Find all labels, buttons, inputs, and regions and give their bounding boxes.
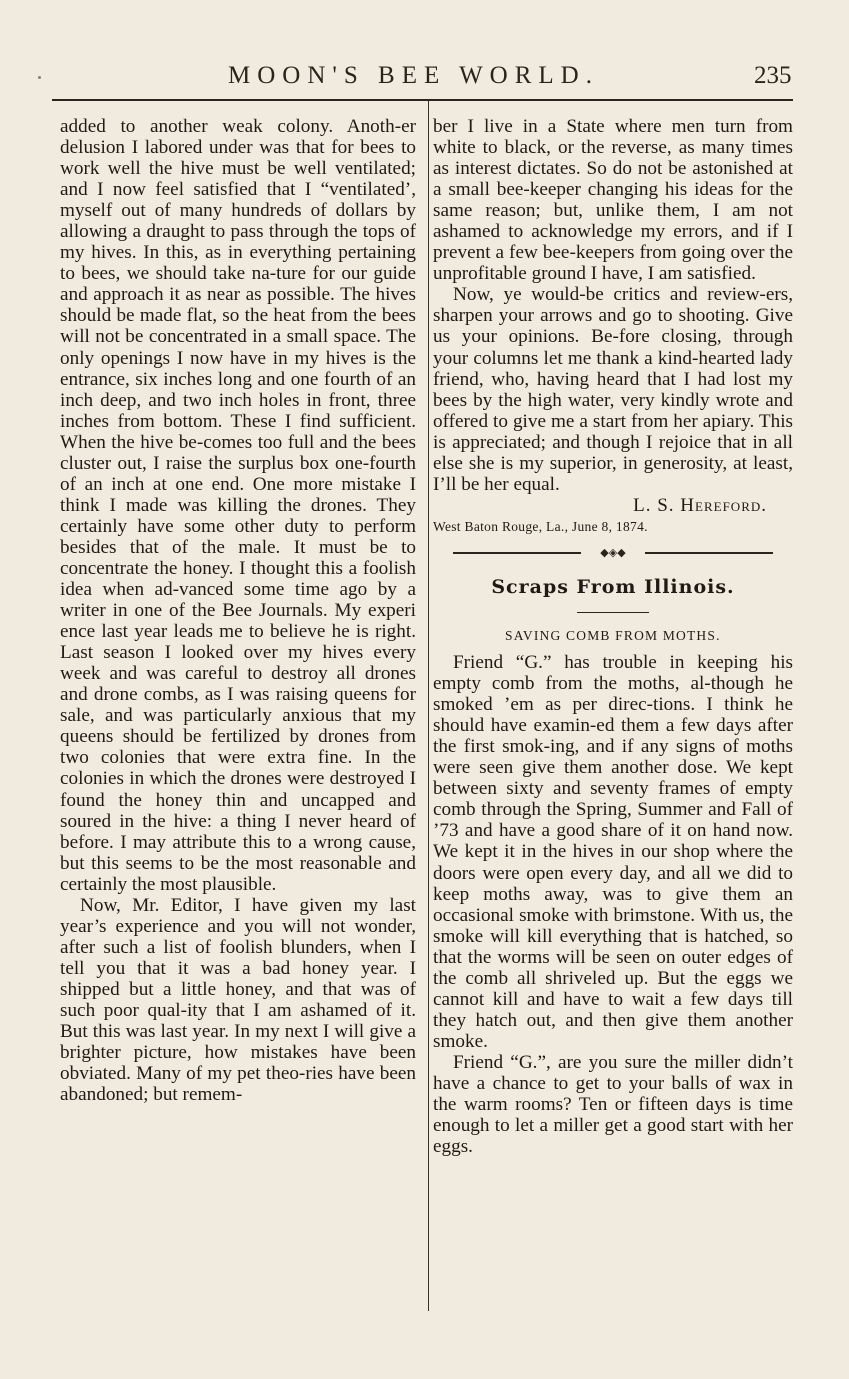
body-paragraph: Friend “G.” has trouble in keeping his empty comb from the moths, al-though he smoked ’em as per direc-tions. I think he should have examin-ed them a few days after the first smok-ing, and if any signs of moths were seen give them another dose. We kept between sixty and seventy frames of empty comb through the Spring, Summer and Fall of ’73 and have a good share of it on hand now. We kept it in the hives in our shop where the doors were open every day, and all we did to keep moths away, was to give them an occasional smoke with brimstone. With us, the smoke will kill everything that is hatched, so that the worms will be seen on outer edges of the comb all shriveled up. But the eggs we cannot kill and have to wait a few days till they hatch out, and then give them another smoke. [433, 652, 793, 1052]
column-divider [428, 101, 429, 1311]
print-speck [38, 76, 41, 79]
running-header [0, 62, 849, 98]
header-rule [52, 99, 793, 101]
article-subheading: SAVING COMB FROM MOTHS. [505, 627, 721, 643]
journal-title: MOON'S BEE WORLD. [228, 62, 599, 89]
section-rule [577, 612, 649, 613]
section-title: Scraps From Illinois. [491, 575, 735, 598]
right-column [433, 116, 793, 1157]
body-paragraph: added to another weak colony. Anoth-er delusion I labored under was that for bees to work well the hive must be well ventilated; and I now feel satisfied that I “ventilated’, myself out of many hundreds of dollars by allowing a draught to pass through the tops of my hives. In this, as in everything pertaining to bees, we should take na-ture for our guide and approach it as near as possible. The hives should be made flat, so the heat from the bees will not be concentrated in a small space. The only openings I now have in my hives is the entrance, six inches long and one fourth of an inch deep, and two inch holes in front, three inches from bottom. These I find sufficient. When the hive be-comes too full and the bees cluster out, I raise the surplus box one-fourth of an inch at one end. One more mistake I think I made was killing the drones. They certainly have some other duty to perform besides that of the male. It must be to concentrate the honey. I thought this a foolish idea when ad-vanced some time ago by a writer in one of the Bee Journals. My experi ence last year leads me to believe he is right. Last season I looked over my hives every week and was careful to destroy all drones and drone combs, as I was raising queens for sale, and was particularly anxious that my queens should be fertilized by drones from two colonies that were extra fine. In the colonies in which the drones were destroyed I found the honey thin and uncapped and soured in the hive: a thing I never heard of before. I may attribute this to a wrong cause, but this seems to be the most reasonable and certainly the most plausible. [60, 116, 416, 895]
dateline: West Baton Rouge, La., June 8, 1874. [433, 518, 648, 534]
body-paragraph: Now, Mr. Editor, I have given my last year’s experience and you will not wonder, after such a list of foolish blunders, when I tell you that it was a bad honey year. I shipped but a little honey, and that was of such poor qual-ity that I am ashamed of it. But this was last year. In my next I will give a brighter picture, how mistakes have been obviated. Many of my pet theo-ries have been abandoned; but remem- [60, 894, 416, 1106]
ornamental-rule [453, 547, 773, 559]
author-signature: L. S. Hereford. [633, 494, 767, 516]
page-number: 235 [754, 62, 792, 89]
body-paragraph: Friend “G.”, are you sure the miller didn’t have a chance to get to your balls of wax in the warm rooms? Ten or fifteen days is time enough to let a miller get a good start with her eggs. [433, 1051, 793, 1158]
ornament-icon: ◆◈◆ [600, 545, 626, 559]
left-column [60, 116, 416, 1105]
body-paragraph: ber I live in a State where men turn from white to black, or the reverse, as many times as interest dictates. So do not be astonished at a small bee-keeper changing his ideas for the same reason; but, unlike them, I am not ashamed to acknowledge my errors, and if I prevent a few bee-keepers from going over the unprofitable ground I have, I am satisfied. [433, 116, 793, 285]
body-paragraph: Now, ye would-be critics and review-ers, sharpen your arrows and go to shooting. Give us your opinions. Be-fore closing, through your columns let me thank a kind-hearted lady friend, who, having heard that I had lost my bees by the high water, very kindly wrote and offered to give me a start from her apiary. This is appreciated; and though I rejoice that in all else she is my superior, in generosity, at least, I’ll be her equal. [433, 284, 793, 495]
